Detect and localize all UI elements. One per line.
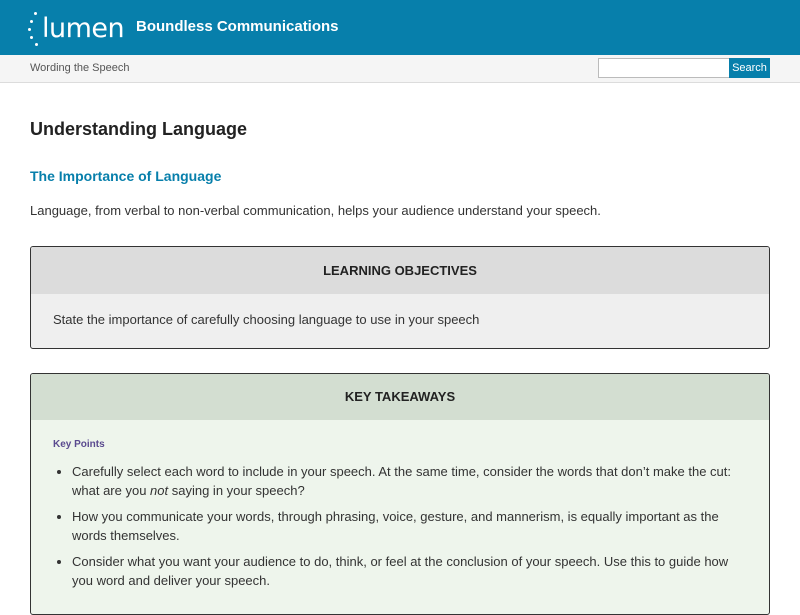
course-title[interactable]: Boundless Communications bbox=[136, 18, 339, 35]
search-input[interactable] bbox=[598, 58, 730, 78]
search-button[interactable]: Search bbox=[729, 58, 770, 78]
breadcrumb-bar bbox=[0, 55, 800, 83]
key-takeaways-box bbox=[30, 373, 770, 615]
logo-dot-icon bbox=[35, 43, 38, 46]
point-text: saying in your speech? bbox=[168, 483, 305, 498]
point-text: Carefully select each word to include in your speech. At the same time, consider the words that don’t make the cut: what are you bbox=[72, 464, 732, 498]
learning-objective-text: State the importance of carefully choosing language to use in your speech bbox=[53, 312, 480, 327]
list-item bbox=[72, 462, 749, 500]
logo-dot-icon bbox=[30, 20, 33, 23]
logo-dot-icon bbox=[28, 28, 31, 31]
key-points-list bbox=[53, 462, 749, 590]
page-title: Understanding Language bbox=[30, 119, 248, 139]
lumen-logo[interactable] bbox=[28, 8, 125, 48]
site-header bbox=[0, 0, 800, 55]
point-emphasis: not bbox=[150, 483, 169, 498]
list-item: • Consider what you want your audience to do, think, or feel at the conclusion of your speech. Use this to guide how you word and deliver your speech. bbox=[72, 552, 749, 590]
section-title: The Importance of Language bbox=[30, 168, 222, 184]
intro-paragraph: Language, from verbal to non-verbal communication, helps your audience understand your speech. bbox=[30, 203, 601, 218]
logo-dot-icon bbox=[30, 36, 33, 39]
breadcrumb[interactable]: Wording the Speech bbox=[30, 62, 130, 74]
logo-text: lumen bbox=[42, 13, 125, 44]
key-points-label: Key Points bbox=[53, 439, 105, 450]
learning-objectives-box bbox=[30, 246, 770, 349]
learning-objectives-heading: LEARNING OBJECTIVES bbox=[31, 247, 769, 294]
key-takeaways-heading: KEY TAKEAWAYS bbox=[31, 374, 769, 420]
list-item: • How you communicate your words, through phrasing, voice, gesture, and mannerism, is equally important as the words themselves. bbox=[72, 507, 749, 545]
logo-dot-icon bbox=[34, 12, 37, 15]
